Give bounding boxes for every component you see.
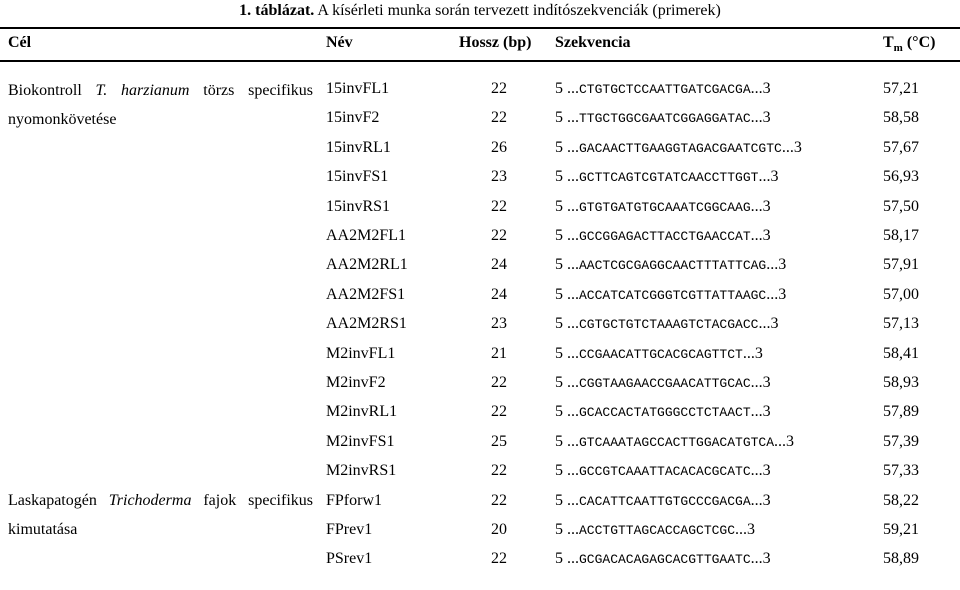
primer-tm: 57,21 xyxy=(883,80,919,97)
primer-sequence: 5 ...CCGAACATTGCACGCAGTTCT...3 xyxy=(555,344,763,362)
primer-tm: 57,89 xyxy=(883,403,919,421)
primer-tm: 58,17 xyxy=(883,227,919,244)
primer-name: M2invF2 xyxy=(326,374,386,391)
primer-sequence: 5 ...AACTCGCGAGGCAACTTTATTCAG...3 xyxy=(555,256,787,274)
primer-sequence: 5 ...CACATTCAATTGTGCCCGACGA...3 xyxy=(555,491,771,509)
primer-tm: 57,91 xyxy=(883,256,919,274)
primer-tm: 57,67 xyxy=(883,138,919,156)
primer-tm: 57,33 xyxy=(883,462,919,480)
primer-tm: 57,50 xyxy=(883,197,919,215)
primer-sequence: 5 ...GCTTCAGTCGTATCAACCTTGGT...3 xyxy=(555,168,779,186)
primer-sequence: 5 ...CTGTGCTCCAATTGATCGACGA...3 xyxy=(555,80,771,97)
primer-tm: 58,58 xyxy=(883,109,919,127)
primer-sequence: 5 ...GCCGTCAAATTACACACGCATC...3 xyxy=(555,462,771,480)
primer-length: 22 xyxy=(491,227,507,244)
primer-sequence: 5 ...CGTGCTGTCTAAAGTCTACGACC...3 xyxy=(555,315,779,333)
primer-length: 22 xyxy=(491,403,507,421)
primer-sequence: 5 ...GCACCACTATGGGCCTCTAACT...3 xyxy=(555,403,771,421)
primer-sequence: 5 ...GTCAAATAGCCACTTGGACATGTCA...3 xyxy=(555,432,795,450)
primer-name: AA2M2FL1 xyxy=(326,227,407,244)
header-szekvencia: Szekvencia xyxy=(555,34,631,51)
primer-length: 22 xyxy=(491,197,507,215)
target-line1: Biokontroll T. harzianum törzs specifikus xyxy=(8,82,313,99)
primer-sequence: 5 ...CGGTAAGAACCGAACATTGCAC...3 xyxy=(555,374,771,391)
primer-tm: 58,89 xyxy=(883,550,919,568)
primer-length: 22 xyxy=(491,374,507,391)
target-group-pathogen xyxy=(8,486,313,544)
primer-name: AA2M2RL1 xyxy=(326,256,408,274)
primer-length: 24 xyxy=(491,256,507,274)
primer-tm: 58,41 xyxy=(883,344,919,362)
primer-name: 15invRS1 xyxy=(326,197,391,215)
header-tm-sub: m xyxy=(893,42,903,55)
target-group-biocontrol xyxy=(8,76,313,134)
header-rule xyxy=(0,60,960,62)
primer-tm: 57,39 xyxy=(883,432,919,450)
primer-length: 22 xyxy=(491,491,507,509)
primer-name: FPforw1 xyxy=(326,491,383,509)
primer-tm: 58,22 xyxy=(883,491,919,509)
primer-sequence: 5 ...GCGACACAGAGCACGTTGAATC...3 xyxy=(555,550,771,568)
primer-name: M2invRS1 xyxy=(326,462,397,480)
primer-name: PSrev1 xyxy=(326,550,373,568)
primer-tm: 57,13 xyxy=(883,315,919,333)
target-line2: nyomonkövetése xyxy=(8,111,117,128)
target-line1: Laskapatogén Trichoderma fajok specifikus xyxy=(8,492,313,509)
primer-length: 23 xyxy=(491,168,507,186)
header-cel: Cél xyxy=(8,34,32,51)
primer-sequence: 5 ...ACCATCATCGGGTCGTTATTAAGC...3 xyxy=(555,285,787,303)
primer-name: M2invFS1 xyxy=(326,432,395,450)
table-caption xyxy=(0,0,960,26)
primer-name: 15invFS1 xyxy=(326,168,389,186)
primer-sequence: 5 ...GTGTGATGTGCAAATCGGCAAG...3 xyxy=(555,197,771,215)
header-tm xyxy=(883,31,935,55)
primer-length: 22 xyxy=(491,80,507,97)
primer-tm: 56,93 xyxy=(883,168,919,186)
primer-length: 20 xyxy=(491,521,507,538)
header-hossz: Hossz (bp) xyxy=(459,34,532,51)
primer-tm: 57,00 xyxy=(883,285,919,303)
primer-length: 21 xyxy=(491,344,507,362)
primer-length: 22 xyxy=(491,462,507,480)
primer-sequence: 5 ...ACCTGTTAGCACCAGCTCGC...3 xyxy=(555,521,756,538)
primer-length: 22 xyxy=(491,550,507,568)
primer-length: 26 xyxy=(491,138,507,156)
primer-sequence: 5 ...GCCGGAGACTTACCTGAACCAT...3 xyxy=(555,227,771,244)
primer-name: AA2M2RS1 xyxy=(326,315,407,333)
target-line2: kimutatása xyxy=(8,521,78,538)
primer-sequence: 5 ...GACAACTTGAAGGTAGACGAATCGTC...3 xyxy=(555,138,802,156)
header-tm-unit: (°C) xyxy=(902,34,936,51)
primer-name: M2invFL1 xyxy=(326,344,396,362)
primer-length: 25 xyxy=(491,432,507,450)
primer-name: 15invF2 xyxy=(326,109,380,127)
caption-label: 1. táblázat. xyxy=(239,2,315,19)
primer-name: AA2M2FS1 xyxy=(326,285,406,303)
primer-length: 22 xyxy=(491,109,507,127)
primer-tm: 58,93 xyxy=(883,374,919,391)
primer-tm: 59,21 xyxy=(883,521,919,538)
primer-length: 23 xyxy=(491,315,507,333)
primer-name: M2invRL1 xyxy=(326,403,398,421)
top-rule xyxy=(0,27,960,29)
primer-name: 15invFL1 xyxy=(326,80,390,97)
primer-name: FPrev1 xyxy=(326,521,373,538)
header-nev: Név xyxy=(326,34,353,51)
primer-sequence: 5 ...TTGCTGGCGAATCGGAGGATAC...3 xyxy=(555,109,771,127)
caption-text: A kísérleti munka során tervezett indítószekvenciák (primerek) xyxy=(314,2,721,19)
header-tm-main: T xyxy=(883,34,894,51)
primer-length: 24 xyxy=(491,285,507,303)
primer-name: 15invRL1 xyxy=(326,138,391,156)
